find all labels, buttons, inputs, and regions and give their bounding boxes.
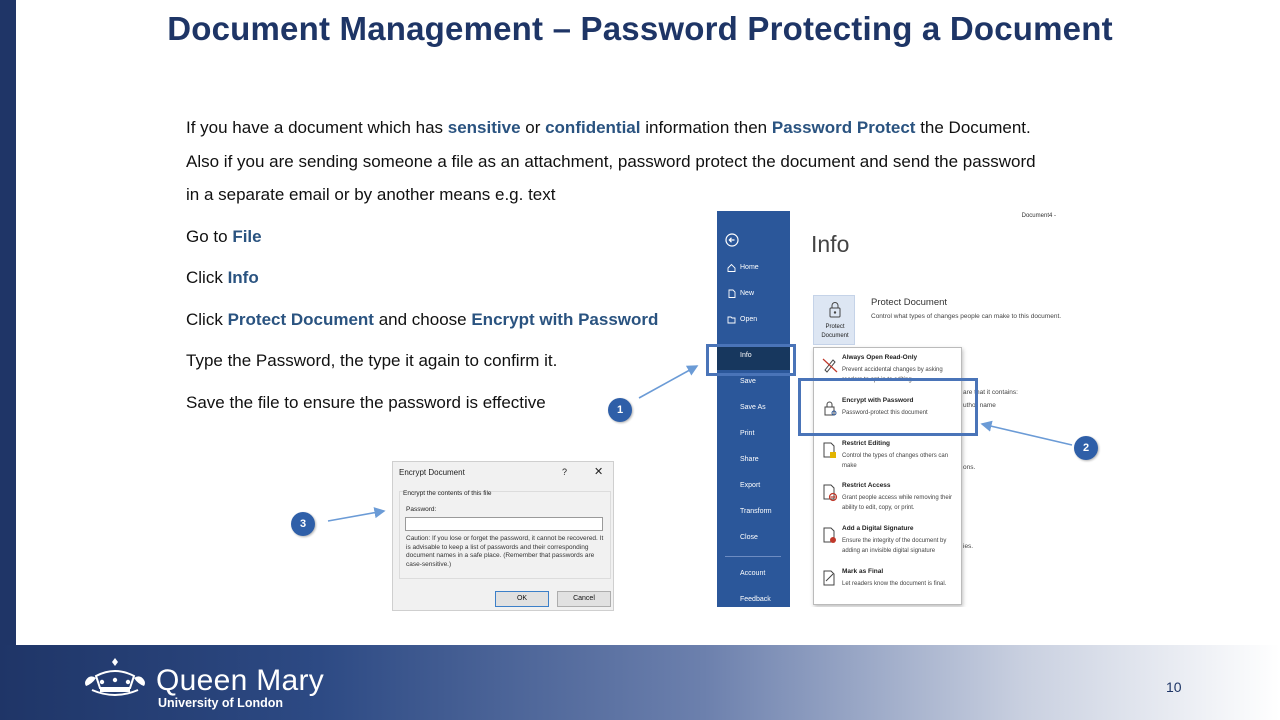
text-segment: Go to	[186, 227, 233, 246]
highlight-protect-document: Protect Document	[227, 310, 374, 329]
caution-text: Caution: If you lose or forget the password, it cannot be recovered. It is advisable to keep a list of passwords and their corresponding document names in a safe place. (Remember that passwords are case-sensitive.)	[406, 535, 604, 568]
document-title: Document4 -	[1021, 213, 1056, 219]
menu-item-description: Grant people access while removing their ability to edit, copy, or print.	[842, 495, 953, 511]
step-callout-3: 3	[291, 512, 315, 536]
menu-item-title: Restrict Access	[842, 482, 891, 489]
protect-document-title: Protect Document	[871, 297, 948, 308]
sidebar-item-open[interactable]: Open	[740, 316, 758, 323]
menu-item-title: Always Open Read-Only	[842, 354, 918, 361]
menu-item-title: Mark as Final	[842, 568, 884, 575]
text-segment: Click	[186, 268, 228, 287]
password-label: Password:	[406, 506, 437, 513]
sidebar-item-share[interactable]: Share	[740, 456, 759, 463]
highlight-sensitive: sensitive	[447, 118, 521, 137]
ok-button[interactable]: OK	[495, 591, 549, 607]
encrypt-document-dialog	[392, 461, 614, 611]
dialog-title: Encrypt Document	[399, 468, 465, 477]
highlight-info: Info	[227, 268, 259, 287]
background-text-fragment: ons.	[963, 464, 976, 471]
slide-title: Document Management – Password Protecting a Document	[167, 10, 1113, 47]
sidebar-item-transform[interactable]: Transform	[740, 508, 772, 515]
group-label: Encrypt the contents of this file	[403, 490, 492, 497]
organisation-subtitle: University of London	[158, 696, 283, 710]
back-arrow-icon[interactable]	[725, 233, 739, 247]
body-line-3: in a separate email or by another means e.g. text	[186, 185, 556, 204]
step-go-to-file	[186, 227, 262, 247]
background-text-fragment: ies.	[963, 543, 974, 550]
queen-mary-crest-logo	[82, 656, 148, 702]
cancel-button[interactable]: Cancel	[557, 591, 611, 607]
open-folder-icon	[727, 315, 736, 324]
step-callout-1: 1	[608, 398, 632, 422]
sidebar-item-new[interactable]: New	[740, 290, 755, 297]
arrow-to-info	[639, 366, 697, 398]
left-accent-bar	[0, 0, 16, 645]
text-segment: Click	[186, 310, 228, 329]
document-lock-icon	[822, 442, 838, 460]
text-segment: information then	[640, 118, 772, 137]
menu-item-description: Ensure the integrity of the document by adding an invisible digital signature	[842, 538, 947, 554]
signature-icon	[822, 527, 838, 545]
pencil-icon	[822, 356, 838, 374]
step-save-file: Save the file to ensure the password is effective	[186, 393, 546, 412]
highlight-encrypt-with-password: Encrypt with Password	[471, 310, 659, 329]
menu-item-title: Restrict Editing	[842, 440, 891, 447]
text-segment: If you have a document which has	[186, 118, 448, 137]
menu-item-title: Encrypt with Password	[842, 397, 914, 404]
highlight-confidential: confidential	[545, 118, 641, 137]
info-heading: Info	[811, 231, 850, 257]
sidebar-item-account[interactable]: Account	[740, 570, 766, 577]
background-text-fragment: uthor name	[963, 402, 996, 409]
home-icon	[727, 263, 736, 272]
sidebar-item-save-as[interactable]: Save As	[740, 404, 766, 411]
info-highlight-box	[706, 344, 796, 376]
highlight-password-protect: Password Protect	[771, 118, 916, 137]
page-number: 10	[1166, 679, 1182, 695]
protect-document-description: Control what types of changes people can make to this document.	[871, 313, 1062, 320]
protect-document-label: Protect Document	[821, 324, 849, 339]
protect-document-button[interactable]	[813, 295, 855, 345]
encrypt-highlight-box	[798, 378, 978, 436]
password-field[interactable]	[405, 517, 603, 531]
organisation-name: Queen Mary	[156, 664, 325, 697]
step-type-password: Type the Password, the type it again to confirm it.	[186, 351, 558, 370]
menu-item-description: Let readers know the document is final.	[842, 581, 947, 587]
step-click-info	[186, 268, 259, 288]
text-segment: and choose	[373, 310, 472, 329]
lock-icon	[828, 301, 842, 319]
sidebar-item-save[interactable]: Save	[740, 378, 756, 385]
menu-item-description: Password-protect this document	[842, 410, 928, 416]
sidebar-item-close[interactable]: Close	[740, 534, 758, 541]
help-icon[interactable]: ?	[562, 467, 568, 477]
menu-item-description: Control the types of changes others can make	[842, 453, 949, 469]
arrow-to-dialog	[328, 511, 384, 521]
body-line-1	[186, 118, 1031, 138]
sidebar-item-info[interactable]: Info	[740, 352, 752, 359]
new-doc-icon	[727, 289, 736, 298]
restrict-access-icon	[822, 484, 838, 502]
word-sidebar	[717, 211, 790, 607]
step-callout-2: 2	[1074, 436, 1098, 460]
step-protect-document	[186, 310, 658, 330]
body-line-2: Also if you are sending someone a file as an attachment, password protect the document and send the password	[186, 152, 1036, 171]
mark-final-icon	[822, 570, 838, 588]
highlight-file: File	[232, 227, 262, 246]
sidebar-item-print[interactable]: Print	[740, 430, 755, 437]
menu-item-title: Add a Digital Signature	[842, 525, 914, 532]
sidebar-item-export[interactable]: Export	[740, 482, 761, 489]
menu-item-description: Prevent accidental changes by asking readers to opt-in to editing.	[842, 367, 943, 383]
text-segment: the Document.	[915, 118, 1031, 137]
sidebar-divider	[725, 556, 781, 557]
text-segment: or	[520, 118, 546, 137]
background-text-fragment: are that it contains:	[963, 389, 1018, 396]
close-icon[interactable]: ✕	[594, 466, 604, 478]
sidebar-item-feedback[interactable]: Feedback	[740, 596, 771, 603]
sidebar-item-home[interactable]: Home	[740, 264, 759, 271]
